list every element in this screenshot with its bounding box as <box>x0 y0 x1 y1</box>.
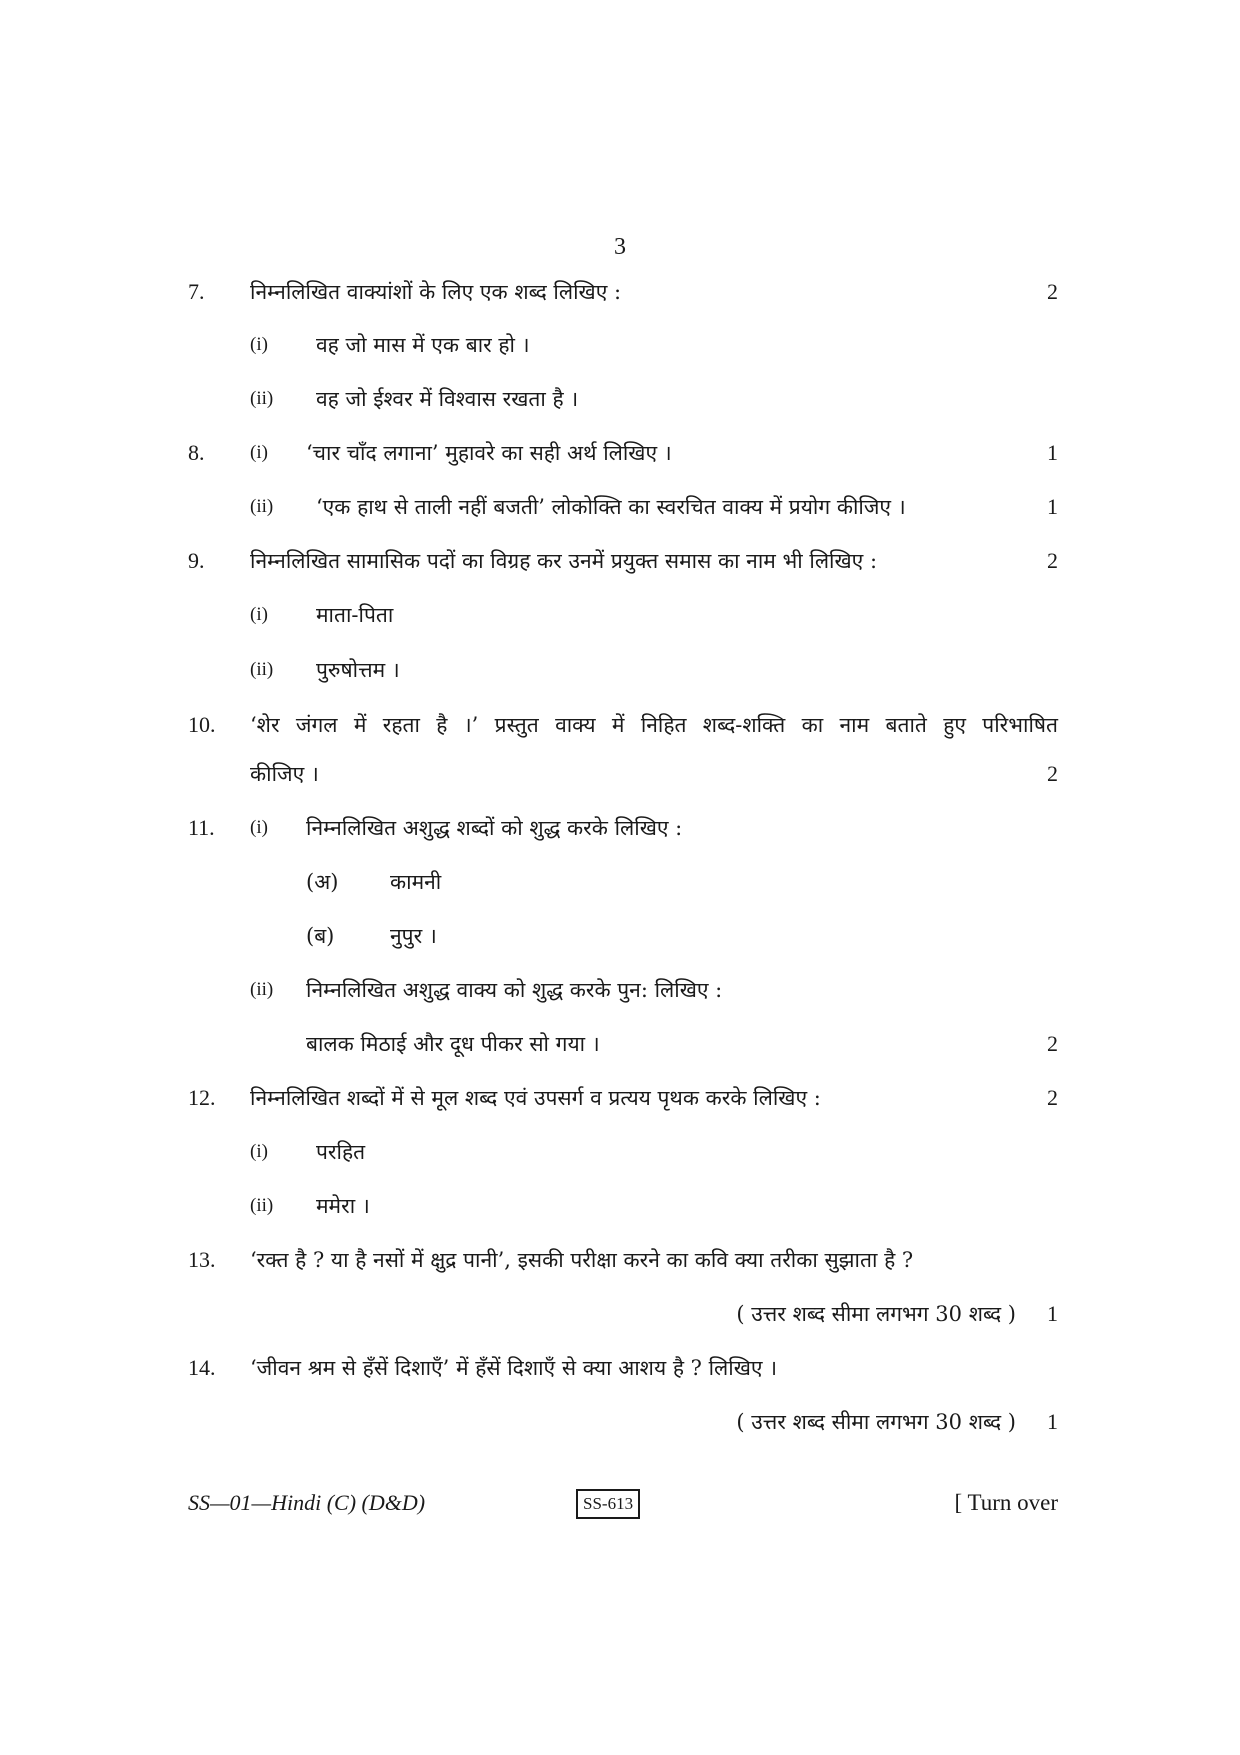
part-label: (i) <box>250 442 268 463</box>
question-number: 13. <box>188 1247 216 1272</box>
subpart-text: कामनी <box>390 870 442 894</box>
marks: 2 <box>1047 761 1058 786</box>
sentence-text: बालक मिठाई और दूध पीकर सो गया । <box>306 1032 600 1056</box>
question-8-part-ii <box>188 487 1058 527</box>
marks: 1 <box>1047 494 1058 519</box>
subpart-label: (ब) <box>306 924 335 948</box>
part-text: निम्नलिखित अशुद्ध वाक्य को शुद्ध करके पुन: लिखिए : <box>306 978 723 1002</box>
question-7-part-i <box>188 325 1058 365</box>
question-11-subpart-a <box>188 862 1058 902</box>
marks: 2 <box>1047 1085 1058 1110</box>
question-11-sentence <box>188 1024 1058 1064</box>
part-text: वह जो ईश्वर में विश्वास रखता है । <box>316 387 579 411</box>
question-10-line-2 <box>188 754 1058 794</box>
marks: 1 <box>1047 1301 1058 1326</box>
question-9-part-ii <box>188 650 1058 690</box>
marks: 1 <box>1047 1409 1058 1434</box>
question-number: 14. <box>188 1355 216 1380</box>
marks: 2 <box>1047 1031 1058 1056</box>
marks: 2 <box>1047 548 1058 573</box>
question-text-continued: कीजिए । <box>250 762 319 786</box>
question-text: निम्नलिखित सामासिक पदों का विग्रह कर उनमें प्रयुक्त समास का नाम भी लिखिए : <box>250 549 878 573</box>
question-text: निम्नलिखित शब्दों में से मूल शब्द एवं उपसर्ग व प्रत्यय पृथक करके लिखिए : <box>250 1086 821 1110</box>
turn-over-label: [ Turn over <box>954 1490 1058 1515</box>
marks: 1 <box>1047 440 1058 465</box>
subpart-text: नुपुर । <box>390 924 437 948</box>
question-number: 11. <box>188 815 215 840</box>
part-text: ‘चार चाँद लगाना’ मुहावरे का सही अर्थ लिखिए । <box>306 441 672 465</box>
question-number: 7. <box>188 279 205 304</box>
question-text: ‘जीवन श्रम से हँसें दिशाएँ’ में हँसें दिशाएँ से क्या आशय है ? लिखिए । <box>250 1356 778 1380</box>
part-text: वह जो मास में एक बार हो । <box>316 333 530 357</box>
part-label: (ii) <box>250 659 274 680</box>
question-11-part-i <box>188 808 1058 848</box>
question-13 <box>188 1240 1058 1280</box>
part-text: परहित <box>316 1140 366 1164</box>
question-9-part-i <box>188 595 1058 635</box>
series-code-box: SS-613 <box>576 1489 640 1519</box>
question-text: ‘रक्त है ? या है नसों में क्षुद्र पानी’, इसकी परीक्षा करने का कवि क्या तरीका सुझाता है ? <box>250 1248 914 1272</box>
part-label: (ii) <box>250 979 274 1000</box>
question-number: 8. <box>188 440 205 465</box>
part-label: (i) <box>250 334 268 355</box>
question-13-word-limit <box>188 1294 1058 1334</box>
question-9 <box>188 541 1058 581</box>
question-7 <box>188 272 1058 312</box>
question-number: 12. <box>188 1085 216 1110</box>
question-12-part-ii <box>188 1186 1058 1226</box>
part-text: माता-पिता <box>316 603 394 627</box>
question-number: 10. <box>188 712 216 737</box>
question-8-part-i <box>188 433 1058 473</box>
part-text: ममेरा । <box>316 1194 370 1218</box>
question-number: 9. <box>188 548 205 573</box>
part-label: (i) <box>250 604 268 625</box>
question-7-part-ii <box>188 379 1058 419</box>
question-12 <box>188 1078 1058 1118</box>
question-14-word-limit <box>188 1402 1058 1442</box>
question-text: ‘शेर जंगल में रहता है ।’ प्रस्तुत वाक्य में निहित शब्द-शक्ति का नाम बताते हुए परिभाषित <box>250 713 1058 737</box>
question-12-part-i <box>188 1132 1058 1172</box>
part-label: (i) <box>250 817 268 838</box>
word-limit: ( उत्तर शब्द सीमा लगभग 30 शब्द ) <box>736 1410 1016 1434</box>
part-text: निम्नलिखित अशुद्ध शब्दों को शुद्ध करके लिखिए : <box>306 816 683 840</box>
part-label: (i) <box>250 1141 268 1162</box>
part-label: (ii) <box>250 1195 274 1216</box>
part-text: पुरुषोत्तम । <box>316 658 400 682</box>
part-text: ‘एक हाथ से ताली नहीं बजती’ लोकोक्ति का स्वरचित वाक्य में प्रयोग कीजिए । <box>316 495 906 519</box>
question-11-subpart-b <box>188 916 1058 956</box>
part-label: (ii) <box>250 496 274 517</box>
word-limit: ( उत्तर शब्द सीमा लगभग 30 शब्द ) <box>736 1302 1016 1326</box>
marks: 2 <box>1047 279 1058 304</box>
page-number: 3 <box>614 234 626 260</box>
part-label: (ii) <box>250 388 274 409</box>
question-11-part-ii <box>188 970 1058 1010</box>
subpart-label: (अ) <box>306 870 339 894</box>
question-10-line-1 <box>188 705 1058 745</box>
question-14 <box>188 1348 1058 1388</box>
question-text: निम्नलिखित वाक्यांशों के लिए एक शब्द लिखिए : <box>250 280 622 304</box>
paper-code: SS—01—Hindi (C) (D&D) <box>188 1490 426 1515</box>
